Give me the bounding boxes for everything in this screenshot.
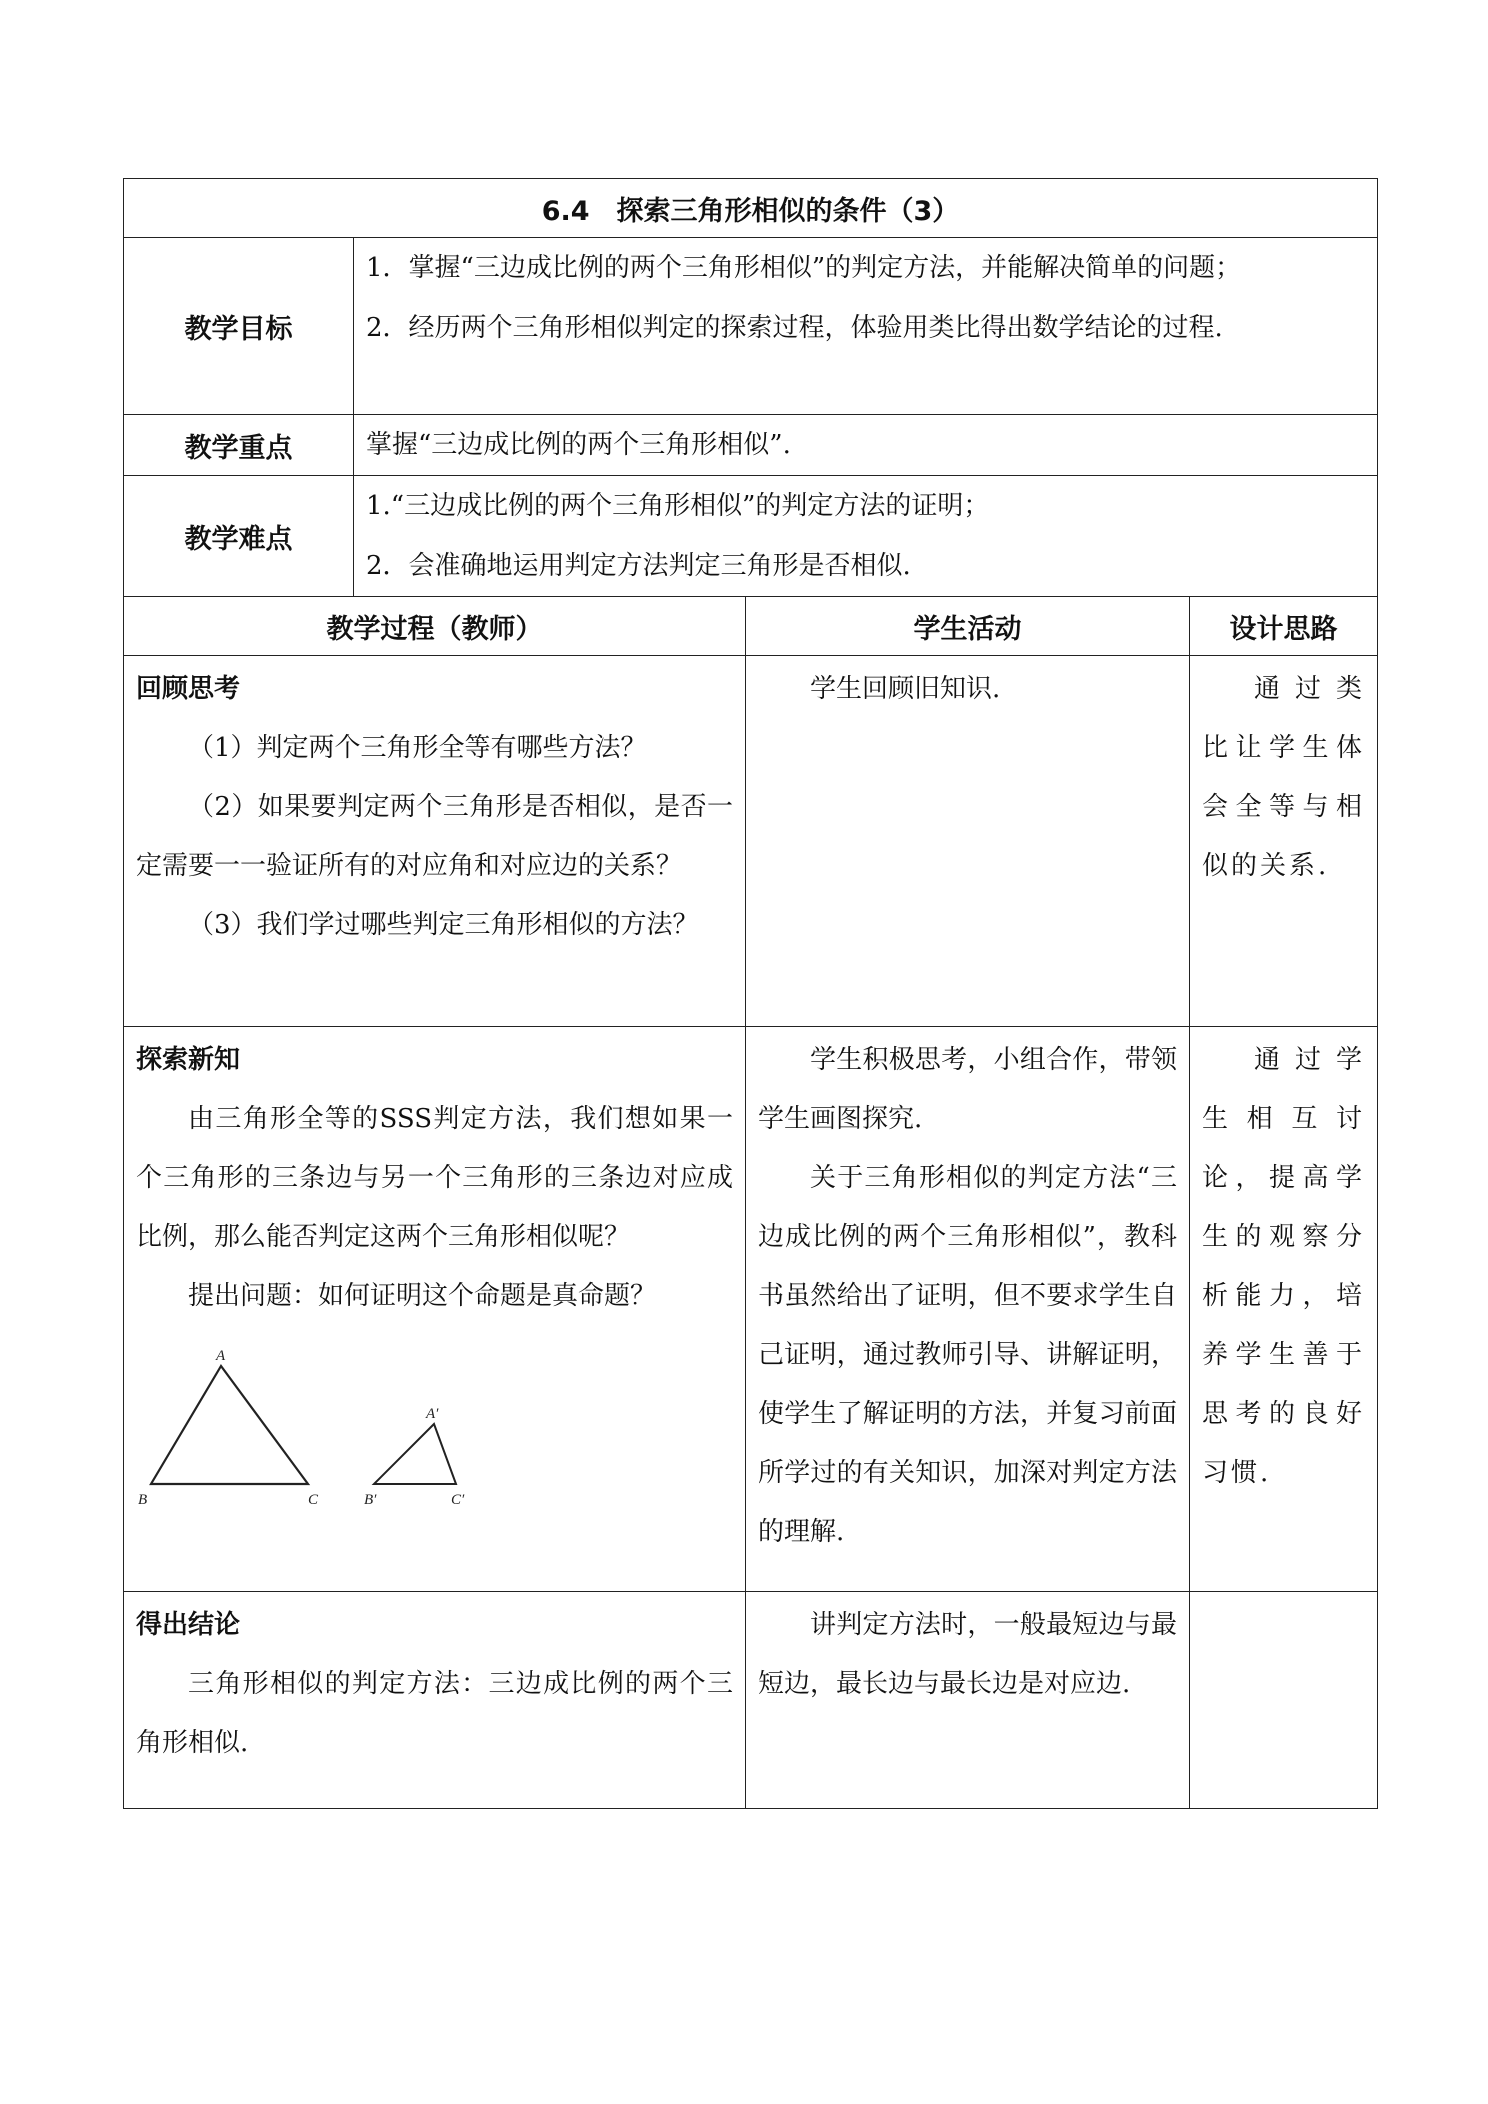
- review-design-cell: [1190, 656, 1378, 1027]
- teacher-paragraph: 由三角形全等的SSS判定方法，我们想如果一个三角形的三条边与另一个三角形的三条边对应成比例，那么能否判定这两个三角形相似呢？: [136, 1104, 733, 1252]
- explore-student-cell: [746, 1027, 1190, 1592]
- column-header-design: 设计思路: [1190, 597, 1378, 656]
- label-c-prime: C′: [451, 1492, 465, 1508]
- explore-teacher-cell: [124, 1027, 746, 1592]
- difficulty-item: 2．会准确地运用判定方法判定三角形是否相似.: [366, 551, 911, 581]
- teacher-paragraph: （1）判定两个三角形全等有哪些方法？: [188, 733, 647, 763]
- column-header-teacher: 教学过程（教师）: [124, 597, 746, 656]
- label-a-prime: A′: [426, 1406, 439, 1422]
- difficulty-content: [354, 476, 1378, 597]
- label-b: B: [138, 1492, 148, 1508]
- goal-item: 1．掌握“三边成比例的两个三角形相似”的判定方法，并能解决简单的问题；: [366, 253, 1242, 283]
- triangle-abc: [151, 1366, 308, 1484]
- student-paragraph: 讲判定方法时，一般最短边与最短边，最长边与最长边是对应边.: [758, 1610, 1177, 1699]
- key-point-content: [354, 415, 1378, 476]
- conclusion-student-cell: [746, 1592, 1190, 1809]
- difficulty-label: 教学难点: [124, 476, 354, 597]
- difficulty-item: 1.“三边成比例的两个三角形相似”的判定方法的证明；: [366, 491, 990, 521]
- section-heading: 探索新知: [136, 1045, 241, 1075]
- teacher-paragraph: 提出问题：如何证明这个命题是真命题？: [188, 1281, 657, 1311]
- teacher-paragraph: （2）如果要判定两个三角形是否相似，是否一定需要一一验证所有的对应角和对应边的关系？: [136, 792, 733, 881]
- conclusion-teacher-cell: [124, 1592, 746, 1809]
- design-paragraph: 通过类比让学生体会全等与相似的关系.: [1202, 674, 1365, 881]
- label-a: A: [216, 1348, 226, 1364]
- lesson-plan-table: [123, 178, 1378, 1809]
- goals-label: 教学目标: [124, 238, 354, 415]
- column-header-student: 学生活动: [746, 597, 1190, 656]
- review-teacher-cell: [124, 656, 746, 1027]
- key-point-text: 掌握“三边成比例的两个三角形相似”.: [366, 430, 791, 460]
- design-paragraph: 通过学生相互讨论，提高学生的观察分析能力，培养学生善于思考的良好习惯.: [1202, 1045, 1365, 1488]
- section-heading: 回顾思考: [136, 674, 241, 704]
- goal-item: 2．经历两个三角形相似判定的探索过程，体验用类比得出数学结论的过程.: [366, 313, 1223, 343]
- student-paragraph: 学生积极思考，小组合作，带领学生画图探究.: [758, 1045, 1177, 1134]
- label-b-prime: B′: [364, 1492, 377, 1508]
- lesson-title: 6.4 探索三角形相似的条件（3）: [124, 179, 1378, 238]
- student-paragraph: 关于三角形相似的判定方法“三边成比例的两个三角形相似”，教科书虽然给出了证明，但不要求学生自己证明，通过教师引导、讲解证明，使学生了解证明的方法，并复习前面所学过的有关知识，加深对判定方法的理解.: [758, 1163, 1177, 1547]
- triangle-a-prime-b-prime-c-prime: [374, 1424, 456, 1484]
- review-student-cell: [746, 656, 1190, 1027]
- teacher-paragraph: （3）我们学过哪些判定三角形相似的方法？: [188, 910, 699, 940]
- goals-content: [354, 238, 1378, 415]
- conclusion-design-cell: [1190, 1592, 1378, 1809]
- section-heading: 得出结论: [136, 1610, 241, 1640]
- student-paragraph: 学生回顾旧知识.: [810, 674, 1001, 704]
- label-c: C: [308, 1492, 319, 1508]
- explore-design-cell: [1190, 1027, 1378, 1592]
- similar-triangles-figure: [136, 1338, 506, 1508]
- teacher-paragraph: 三角形相似的判定方法：三边成比例的两个三角形相似.: [136, 1669, 733, 1758]
- key-point-label: 教学重点: [124, 415, 354, 476]
- triangles-svg: [136, 1338, 506, 1508]
